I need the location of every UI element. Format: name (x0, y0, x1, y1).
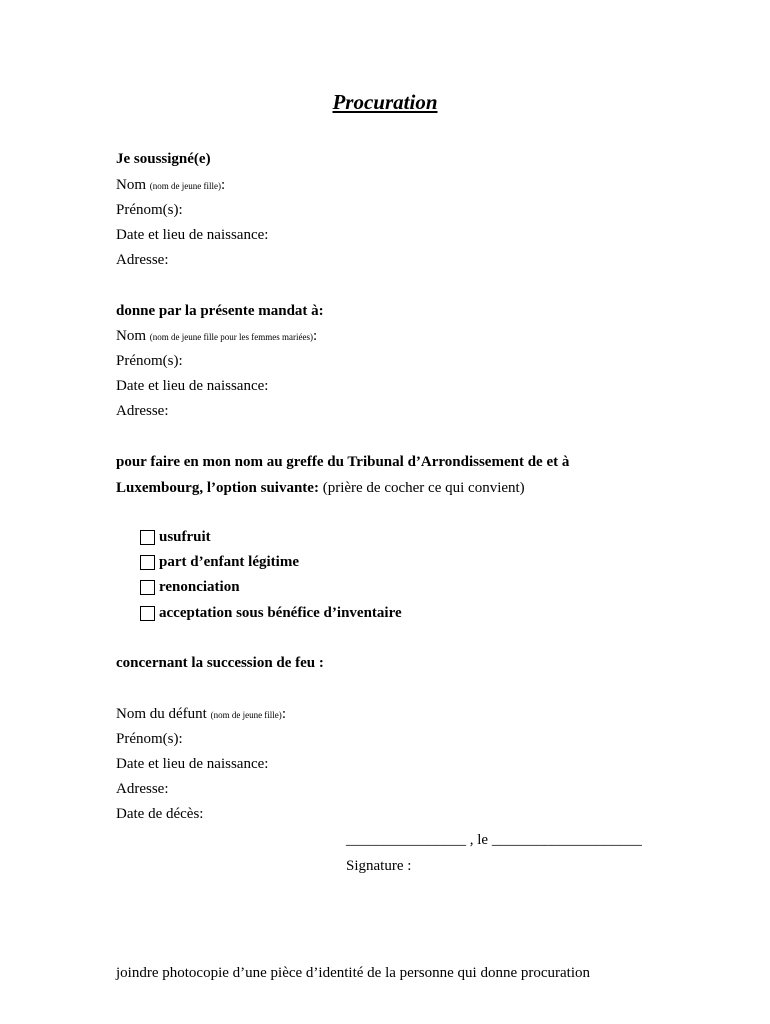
footer-note: joindre photocopie d’une pièce d’identité de la personne qui donne procuration (116, 965, 591, 981)
mandate-nom-colon: : (312, 328, 318, 344)
checkbox-part-enfant[interactable] (140, 555, 155, 570)
grantor-heading: Je soussigné(e) (116, 151, 211, 167)
deceased-nom-hint: (nom de jeune fille) (210, 710, 282, 720)
option-renonciation[interactable] (140, 578, 240, 596)
mandate-prenom: Prénom(s): (116, 353, 183, 369)
mandate-naissance: Date et lieu de naissance: (116, 378, 269, 394)
option-usufruit[interactable] (140, 528, 211, 546)
option-label: acceptation sous bénéfice d’inventaire (159, 605, 402, 621)
purpose-option-label: Luxembourg, l’option suivante: (116, 480, 319, 496)
deceased-adresse: Adresse: (116, 781, 169, 797)
purpose-line-2 (116, 479, 525, 497)
option-acceptation[interactable] (140, 604, 402, 622)
grantor-prenom: Prénom(s): (116, 202, 183, 218)
succession-heading: concernant la succession de feu : (116, 655, 324, 671)
signature-label: Signature : (346, 858, 412, 874)
place-date-line: ________________ , le ____________________ (346, 832, 642, 848)
mandate-heading: donne par la présente mandat à: (116, 303, 324, 319)
grantor-naissance: Date et lieu de naissance: (116, 227, 269, 243)
mandate-nom-line (116, 327, 317, 346)
purpose-line-1: pour faire en mon nom au greffe du Tribunal d’Arrondissement de et à (116, 454, 570, 470)
option-label: usufruit (159, 529, 211, 545)
deceased-deces: Date de décès: (116, 806, 204, 822)
document-title: Procuration (332, 90, 438, 114)
purpose-instruction: (prière de cocher ce qui convient) (322, 480, 525, 496)
mandate-nom-label: Nom (116, 328, 146, 344)
checkbox-usufruit[interactable] (140, 530, 155, 545)
grantor-nom-label: Nom (116, 177, 146, 193)
grantor-nom-line (116, 176, 225, 195)
deceased-prenom: Prénom(s): (116, 731, 183, 747)
grantor-nom-colon: : (220, 177, 226, 193)
option-label: part d’enfant légitime (159, 554, 299, 570)
deceased-naissance: Date et lieu de naissance: (116, 756, 269, 772)
checkbox-acceptation[interactable] (140, 606, 155, 621)
mandate-nom-hint: (nom de jeune fille pour les femmes mariées) (149, 332, 313, 342)
mandate-adresse: Adresse: (116, 403, 169, 419)
deceased-nom-line (116, 705, 286, 724)
checkbox-renonciation[interactable] (140, 580, 155, 595)
option-part-enfant[interactable] (140, 553, 299, 571)
grantor-nom-hint: (nom de jeune fille) (149, 181, 221, 191)
deceased-nom-colon: : (281, 706, 286, 722)
option-label: renonciation (159, 579, 240, 595)
grantor-adresse: Adresse: (116, 252, 169, 268)
deceased-nom-label: Nom du défunt (116, 706, 207, 722)
